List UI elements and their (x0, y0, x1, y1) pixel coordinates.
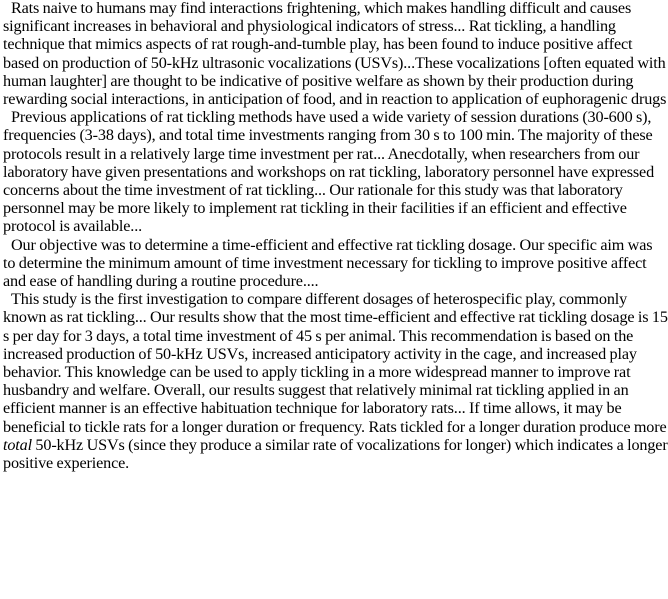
results-text-before: This study is the first investigation to compare different dosages of heterospecific play, commonly known as rat tickling... Our results show that the most time-efficient and effective rat tickling dosage is 15 s per day for 3 days, a total time investment of 45 s per animal. This recommendation is based on the increased production of 50-kHz USVs, increased anticipatory activity in the cage, and increased play behavior. This knowledge can be used to apply tickling in a more widespread manner to improve rat husbandry and welfare. Overall, our results suggest that relatively minimal rat tickling applied in an efficient manner is an effective habituation technique for laboratory rats... If time allows, it may be beneficial to tickle rats for a longer duration or frequency. Rats tickled for a longer duration produce more (3, 290, 668, 436)
results-italic-word: total (3, 435, 32, 454)
results-text-after: 50-kHz USVs (since they produce a similar rate of vocalizations for longer) which indicates a longer positive experience. (3, 435, 668, 473)
paragraph-intro: Rats naive to humans may find interactions frightening, which makes handling difficult and causes significant increases in behavioral and physiological indicators of stress... Rat tickling, a handling technique that mimics aspects of rat rough-and-tumble play, has been found to induce positive affect based on production of 50-kHz ultrasonic vocalizations (USVs)...These vocalizations [often equated with human laughter] are thought to be indicative of positive welfare as shown by their production during rewarding social interactions, in anticipation of food, and in reaction to application of euphoragenic drugs (3, 0, 667, 109)
paragraph-objective: Our objective was to determine a time-efficient and effective rat tickling dosage. Our specific aim was to determine the minimum amount of time investment necessary for tickling to improve positive affect and ease of handling during a routine procedure.... (3, 235, 653, 291)
paragraph-previous-applications: Previous applications of rat tickling methods have used a wide variety of session durations (30-600 s), frequencies (3-38 days), and total time investments ranging from 30 s to 100 min. The majority of these protocols result in a relatively large time investment per rat... Anecdotally, when researchers from our laboratory have given presentations and workshops on rat tickling, laboratory personnel have expressed concerns about the time investment of rat tickling... Our rationale for this study was that laboratory personnel may be more likely to implement rat tickling in their facilities if an efficient and effective protocol is available... (3, 108, 655, 236)
paragraph-results (3, 290, 668, 472)
